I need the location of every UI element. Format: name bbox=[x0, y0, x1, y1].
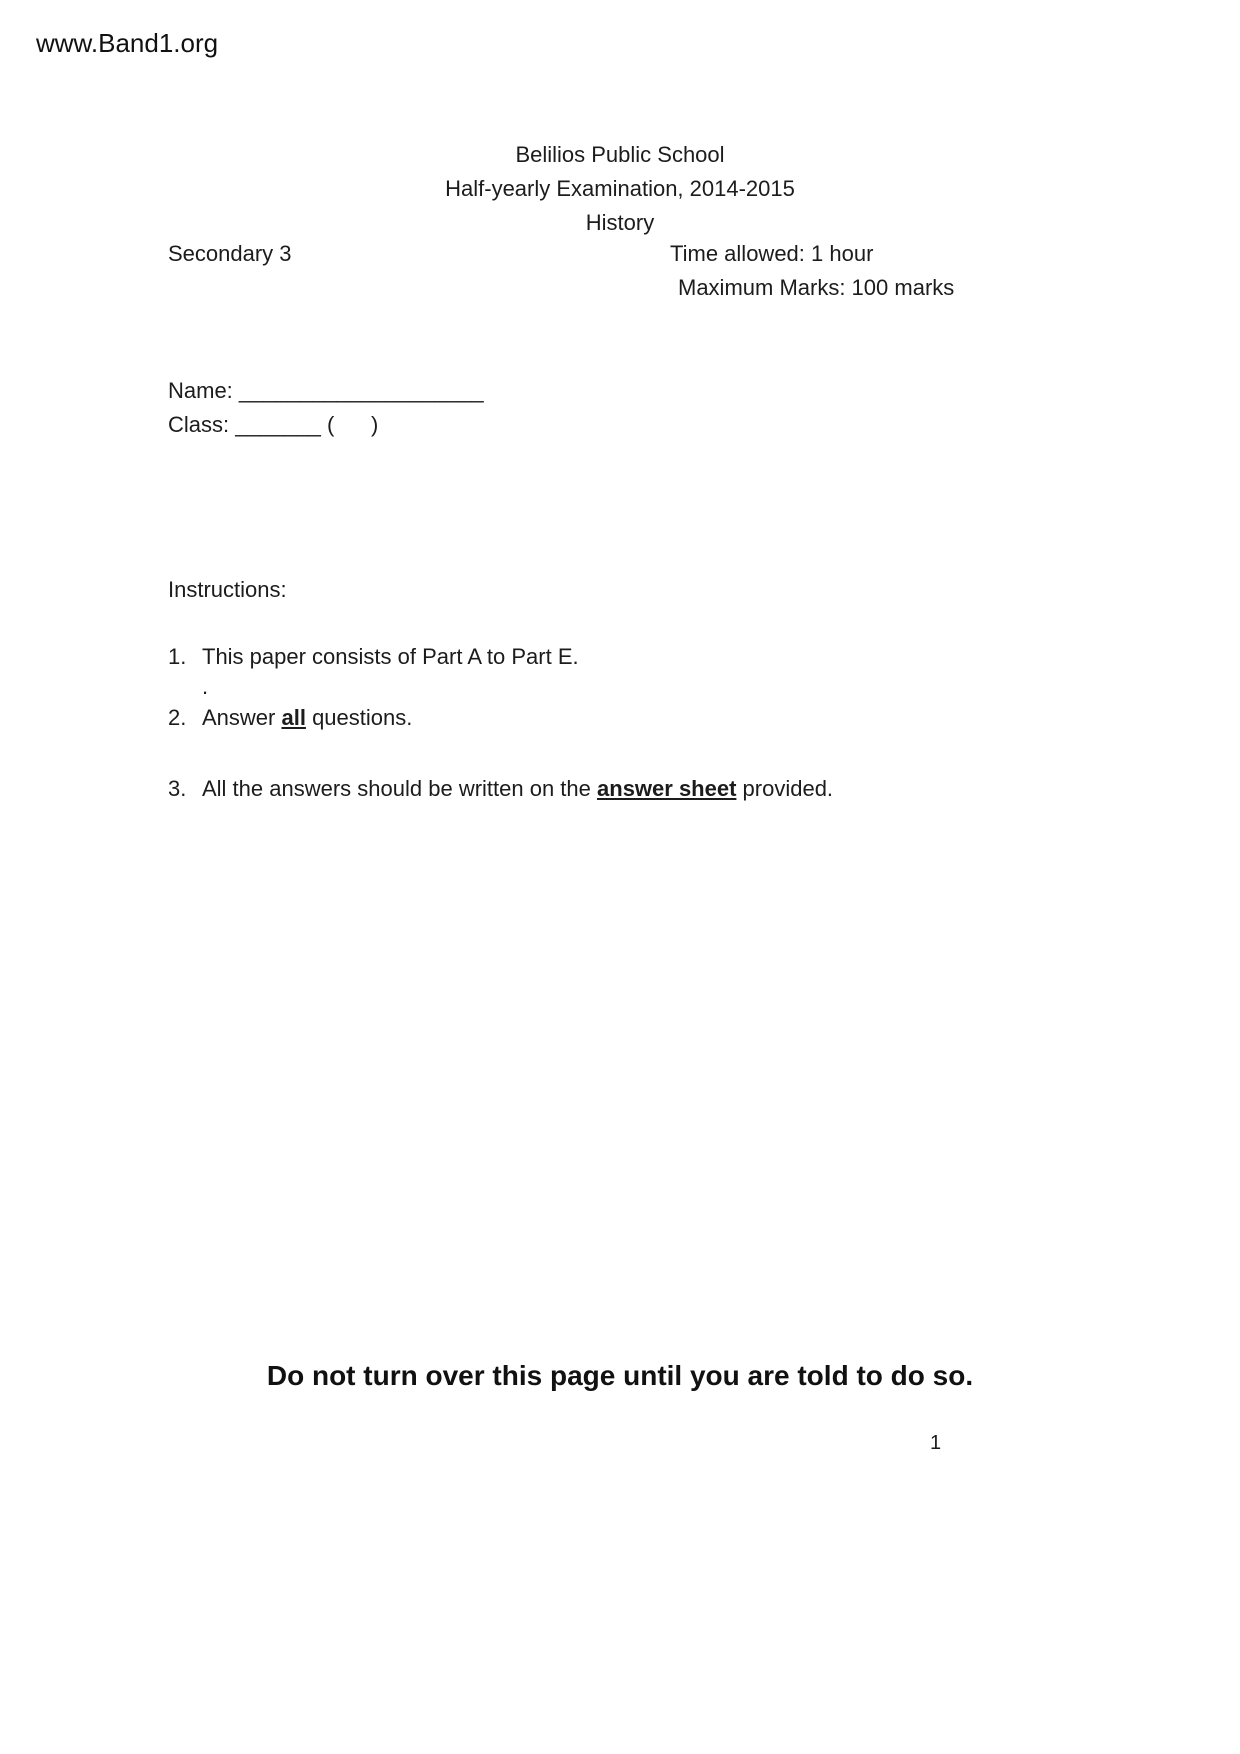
stray-period: . bbox=[202, 674, 209, 699]
site-watermark: www.Band1.org bbox=[36, 28, 219, 58]
exam-title: Half-yearly Examination, 2014-2015 bbox=[445, 176, 795, 201]
instruction-text: Answer all questions. bbox=[202, 705, 413, 730]
school-name: Belilios Public School bbox=[515, 142, 725, 167]
instruction-text: This paper consists of Part A to Part E. bbox=[202, 644, 579, 669]
class-line: Class: _______ ( ) bbox=[168, 412, 379, 437]
page-number: 1 bbox=[930, 1432, 942, 1454]
name-line: Name: ____________________ bbox=[168, 378, 484, 403]
class-level: Secondary 3 bbox=[168, 241, 292, 266]
instruction-item bbox=[168, 705, 968, 731]
instructions-heading: Instructions: bbox=[168, 577, 287, 602]
instruction-number: 3. bbox=[168, 776, 187, 801]
instruction-number: 2. bbox=[168, 705, 187, 730]
instructions-list bbox=[168, 644, 968, 802]
instruction-item bbox=[168, 776, 968, 802]
instruction-number: 1. bbox=[168, 644, 187, 669]
instruction-item bbox=[168, 644, 968, 670]
time-allowed: Time allowed: 1 hour bbox=[670, 241, 874, 266]
student-info bbox=[168, 374, 484, 442]
instruction-text: All the answers should be written on the answer sheet provided. bbox=[202, 776, 834, 801]
maximum-marks: Maximum Marks: 100 marks bbox=[678, 275, 955, 300]
do-not-turn-notice: Do not turn over this page until you are told to do so. bbox=[266, 1360, 974, 1391]
title-block bbox=[0, 138, 1240, 240]
subject-title: History bbox=[585, 210, 655, 235]
